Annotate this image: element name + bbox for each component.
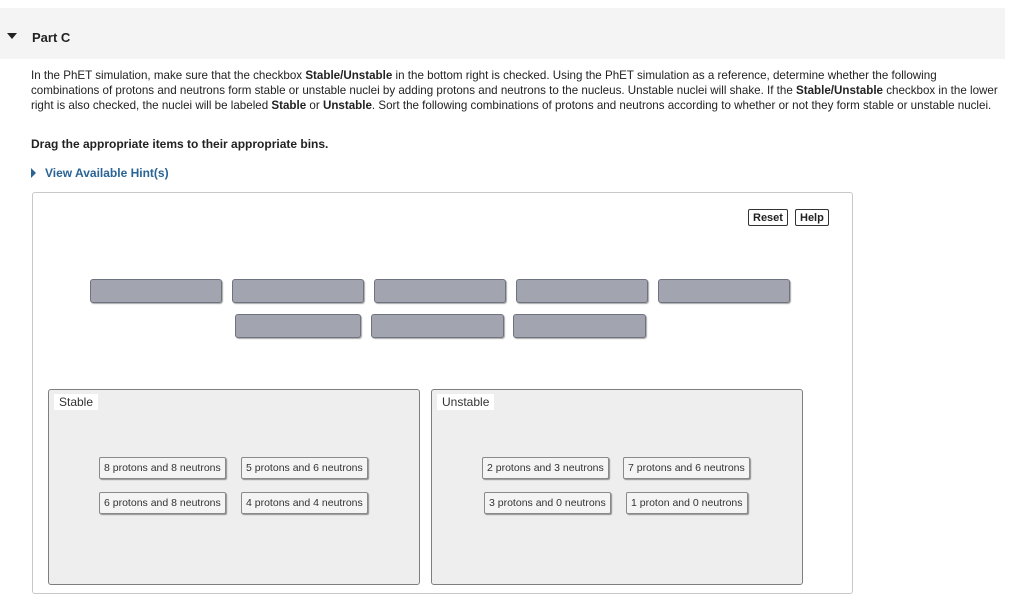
unstable-bin[interactable] bbox=[431, 389, 803, 585]
empty-item-slot[interactable] bbox=[658, 279, 790, 303]
empty-item-slot[interactable] bbox=[235, 314, 361, 338]
stable-bin[interactable] bbox=[48, 389, 420, 585]
intro-paragraph: In the PhET simulation, make sure that the checkbox Stable/Unstable in the bottom right is checked. Using the PhET simulation as a reference, determine whether the following combinations of protons and neutrons form stable or unstable nuclei by adding protons and neutrons to the nucleus. Unstable nuclei will shake. If the Stable/Unstable checkbox in the lower right is also checked, the nuclei will be labeled Stable or Unstable. Sort the following combinations of protons and neutrons according to whether or not they form stable or unstable nuclei. bbox=[31, 69, 998, 112]
draggable-item[interactable]: 6 protons and 8 neutrons bbox=[99, 492, 226, 514]
unstable-bin-label: Unstable bbox=[437, 394, 494, 410]
draggable-item[interactable]: 5 protons and 6 neutrons bbox=[241, 457, 368, 479]
empty-item-slot[interactable] bbox=[374, 279, 506, 303]
view-hints-label: View Available Hint(s) bbox=[45, 166, 169, 180]
empty-item-slot[interactable] bbox=[371, 314, 504, 338]
expand-caret-icon bbox=[31, 168, 36, 178]
instruction-text: Drag the appropriate items to their appropriate bins. bbox=[31, 137, 329, 151]
draggable-item[interactable]: 2 protons and 3 neutrons bbox=[482, 457, 609, 479]
draggable-item[interactable]: 4 protons and 4 neutrons bbox=[241, 492, 368, 514]
part-header[interactable] bbox=[0, 8, 1005, 59]
draggable-item[interactable]: 8 protons and 8 neutrons bbox=[99, 457, 226, 479]
stable-bin-label: Stable bbox=[54, 394, 98, 410]
empty-item-slot[interactable] bbox=[232, 279, 364, 303]
empty-item-slot[interactable] bbox=[90, 279, 222, 303]
part-title: Part C bbox=[32, 30, 71, 45]
help-button[interactable]: Help bbox=[795, 209, 829, 226]
draggable-item[interactable]: 3 protons and 0 neutrons bbox=[484, 492, 611, 514]
empty-item-slot[interactable] bbox=[516, 279, 648, 303]
draggable-item[interactable]: 7 protons and 6 neutrons bbox=[623, 457, 750, 479]
reset-button[interactable]: Reset bbox=[748, 209, 788, 226]
empty-item-slot[interactable] bbox=[513, 314, 646, 338]
collapse-caret-icon[interactable] bbox=[7, 33, 17, 39]
view-hints-link[interactable] bbox=[31, 166, 169, 180]
draggable-item[interactable]: 1 proton and 0 neutrons bbox=[626, 492, 748, 514]
